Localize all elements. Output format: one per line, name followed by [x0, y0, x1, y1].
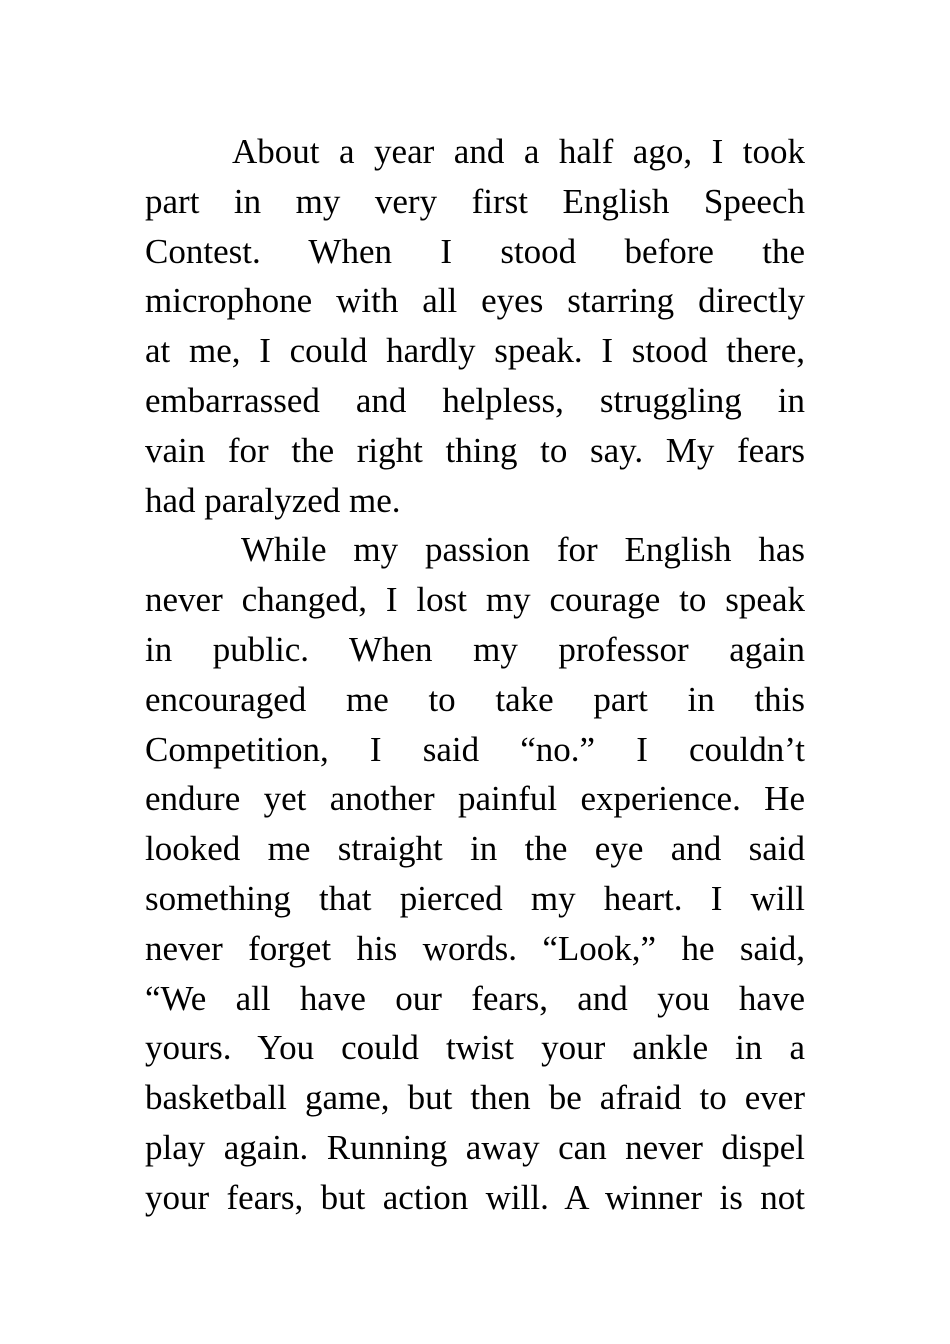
text-line: vain for the right thing to say. My fears — [145, 430, 805, 470]
text-line: About a year and a half ago, I took — [232, 132, 805, 171]
text-line: never forget his words. “Look,” he said, — [145, 928, 805, 968]
text-line: Competition, I said “no.” I couldn’t — [145, 729, 805, 769]
text-line: endure yet another painful experience. He — [145, 779, 805, 819]
text-line: had paralyzed me. — [145, 480, 401, 520]
text-line: basketball game, but then be afraid to ever — [145, 1078, 805, 1118]
text-line: something that pierced my heart. I will — [145, 878, 805, 918]
text-line: yours. You could twist your ankle in a — [145, 1028, 805, 1068]
text-line: in public. When my professor again — [145, 629, 805, 669]
text-line: Contest. When I stood before the — [145, 231, 805, 271]
text-line: at me, I could hardly speak. I stood there, — [145, 331, 805, 371]
text-line: looked me straight in the eye and said — [145, 829, 805, 869]
text-line: never changed, I lost my courage to speak — [145, 580, 805, 620]
body-text — [145, 127, 805, 1223]
text-line: While my passion for English has — [241, 530, 805, 570]
text-line: “We all have our fears, and you have — [145, 978, 805, 1018]
text-line: play again. Running away can never dispel — [145, 1127, 805, 1167]
paragraph-2 — [145, 525, 805, 1222]
text-line: part in my very first English Speech — [145, 181, 805, 221]
text-line: encouraged me to take part in this — [145, 679, 805, 719]
text-line: microphone with all eyes starring directly — [145, 281, 805, 321]
text-line: your fears, but action will. A winner is not — [145, 1177, 805, 1217]
text-line: embarrassed and helpless, struggling in — [145, 380, 805, 420]
paragraph-1 — [145, 127, 805, 525]
